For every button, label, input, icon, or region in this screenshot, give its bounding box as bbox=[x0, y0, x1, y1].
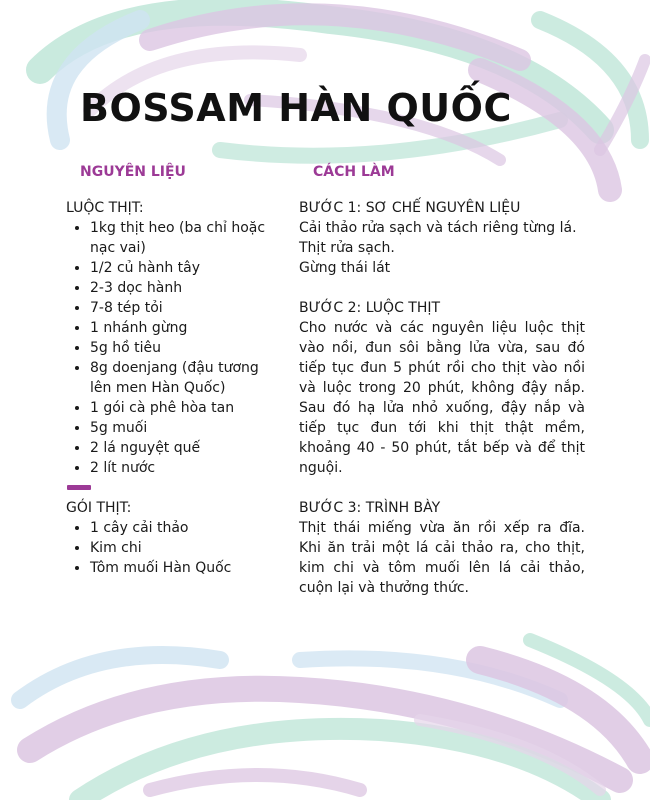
step-title: BƯỚC 1: SƠ CHẾ NGUYÊN LIỆU bbox=[299, 200, 521, 216]
method-heading: CÁCH LÀM bbox=[313, 164, 395, 180]
ingredients-heading: NGUYÊN LIỆU bbox=[80, 164, 186, 180]
step-text: Thịt thái miếng vừa ăn rồi xếp ra đĩa. Khi ăn trải một lá cải thảo ra, cho thịt, kim chi và tôm muối lên lá cải thảo, cuộn lại và thưởng thức. bbox=[299, 520, 585, 596]
step-2 bbox=[299, 298, 585, 478]
list-item: • 2-3 dọc hành bbox=[90, 278, 266, 298]
step-text: Cải thảo rửa sạch và tách riêng từng lá. bbox=[299, 220, 577, 236]
list-item: • 2 lá nguyệt quế bbox=[90, 438, 266, 458]
step-title: BƯỚC 3: TRÌNH BÀY bbox=[299, 500, 441, 516]
boil-section-label: LUỘC THỊT: bbox=[66, 200, 144, 216]
list-item: • 5g muối bbox=[90, 418, 266, 438]
list-item: • 2 lít nước bbox=[90, 458, 266, 478]
method-column bbox=[299, 198, 585, 618]
accent-divider bbox=[67, 485, 91, 490]
page-title: BOSSAM HÀN QUỐC bbox=[80, 86, 512, 130]
list-item: • 1 cây cải thảo bbox=[90, 518, 266, 538]
wrap-section-label: GÓI THỊT: bbox=[66, 500, 132, 516]
list-item: • 8g doenjang (đậu tương lên men Hàn Quốc) bbox=[90, 358, 266, 398]
step-text: Thịt rửa sạch. bbox=[299, 240, 395, 256]
list-item: • 1 nhánh gừng bbox=[90, 318, 266, 338]
step-title: BƯỚC 2: LUỘC THỊT bbox=[299, 300, 441, 316]
list-item: • Tôm muối Hàn Quốc bbox=[90, 558, 266, 578]
step-text: Gừng thái lát bbox=[299, 260, 391, 276]
ingredients-column bbox=[66, 198, 266, 578]
step-3 bbox=[299, 498, 585, 598]
list-item: • Kim chi bbox=[90, 538, 266, 558]
list-item: • 1/2 củ hành tây bbox=[90, 258, 266, 278]
step-text: Cho nước và các nguyên liệu luộc thịt vào nồi, đun sôi bằng lửa vừa, sau đó tiếp tục đun 5 phút rồi cho thịt vào nồi và luộc trong 20 phút, không đậy nắp. Sau đó hạ lửa nhỏ xuống, đậy nắp và tiếp tục đun tới khi thịt thật mềm, khoảng 40 - 50 phút, tắt bếp và để thịt nguội. bbox=[299, 320, 585, 476]
list-item: • 1kg thịt heo (ba chỉ hoặc nạc vai) bbox=[90, 218, 266, 258]
wrap-ingredient-list bbox=[66, 518, 266, 578]
list-item: • 7-8 tép tỏi bbox=[90, 298, 266, 318]
list-item: • 5g hồ tiêu bbox=[90, 338, 266, 358]
list-item: • 1 gói cà phê hòa tan bbox=[90, 398, 266, 418]
step-1 bbox=[299, 198, 585, 278]
boil-ingredient-list bbox=[66, 218, 266, 478]
